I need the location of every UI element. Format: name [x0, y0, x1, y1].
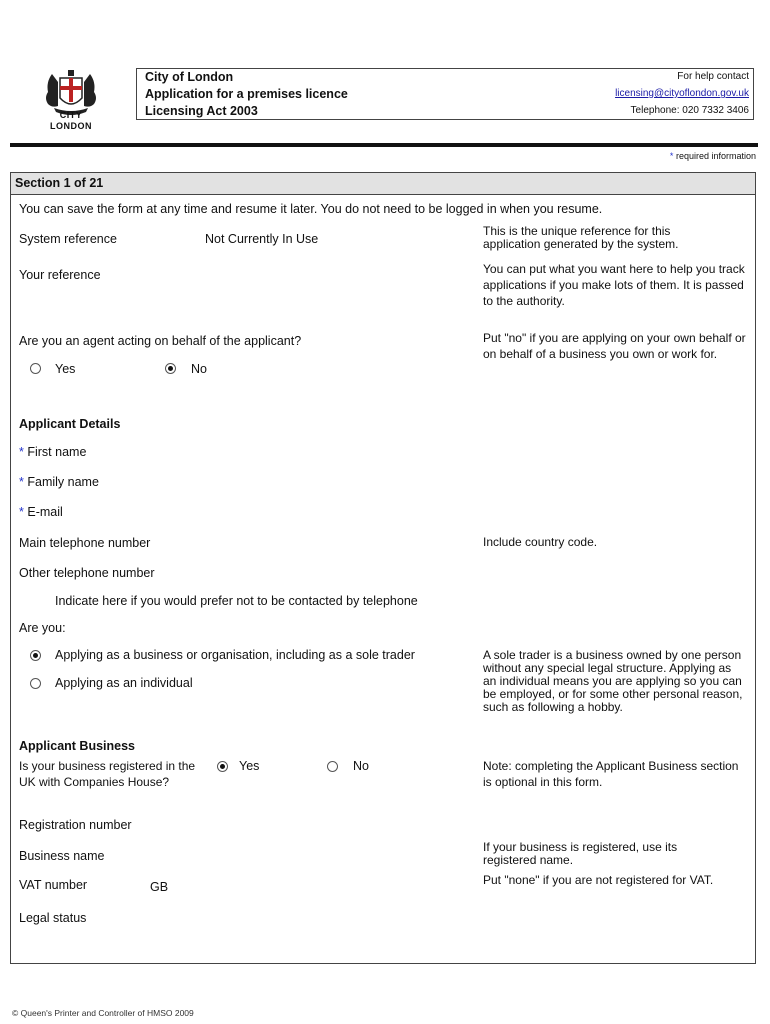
required-star: *: [19, 475, 24, 489]
help-email-link[interactable]: licensing@cityoflondon.gov.uk: [615, 88, 749, 99]
applying-as-business-label: Applying as a business or organisation, including as a sole trader: [55, 648, 415, 662]
act-name: Licensing Act 2003: [145, 104, 258, 118]
system-ref-help: This is the unique reference for this application generated by the system.: [483, 224, 679, 251]
form-header: [136, 68, 754, 120]
help-label: For help contact: [677, 71, 749, 82]
section-intro: You can save the form at any time and resume it later. You do not need to be logged in when you resume.: [19, 202, 603, 216]
section-title: Section 1 of 21: [11, 173, 755, 195]
agent-yes-radio[interactable]: [30, 363, 41, 374]
first-name-text: First name: [27, 445, 87, 459]
business-name-label[interactable]: Business name: [19, 849, 105, 863]
agent-question: Are you an agent acting on behalf of the applicant?: [19, 334, 302, 348]
applying-as-individual-radio[interactable]: [30, 678, 41, 689]
header-divider: [10, 143, 758, 147]
are-you-label: Are you:: [19, 621, 66, 635]
family-name-label[interactable]: [19, 475, 99, 489]
first-name-label[interactable]: [19, 445, 86, 459]
org-name: City of London: [145, 70, 234, 84]
registered-question: Is your business registered in the UK with Companies House?: [19, 759, 196, 789]
footer-copyright: © Queen's Printer and Controller of HMSO 2009: [12, 1008, 194, 1018]
registered-yes-label: Yes: [239, 759, 260, 773]
business-name-help: If your business is registered, use its registered name.: [483, 840, 678, 867]
main-phone-help: Include country code.: [483, 535, 598, 549]
applying-as-business-radio[interactable]: [30, 650, 41, 661]
form-title: Application for a premises licence: [145, 87, 348, 101]
email-text: E-mail: [27, 505, 63, 519]
main-phone-label[interactable]: Main telephone number: [19, 536, 151, 550]
help-phone: Telephone: 020 7332 3406: [630, 105, 749, 116]
your-ref-help: You can put what you want here to help you track applications if you make lots of them. It is passed to the authority.: [483, 262, 745, 308]
section-panel: [10, 172, 756, 964]
no-phone-preference-label[interactable]: Indicate here if you would prefer not to be contacted by telephone: [55, 594, 418, 608]
required-star: *: [19, 445, 24, 459]
registered-help: Note: completing the Applicant Business section is optional in this form.: [483, 759, 739, 789]
system-ref-label: System reference: [19, 232, 117, 246]
agent-no-radio[interactable]: [165, 363, 176, 374]
applying-as-individual-label: Applying as an individual: [55, 676, 193, 690]
other-phone-label[interactable]: Other telephone number: [19, 566, 155, 580]
required-star: *: [669, 151, 674, 161]
family-name-text: Family name: [27, 475, 99, 489]
applicant-details-heading: Applicant Details: [19, 417, 121, 431]
legal-status-label[interactable]: Legal status: [19, 911, 87, 925]
agent-yes-label: Yes: [55, 362, 76, 376]
vat-number-label[interactable]: VAT number: [19, 878, 88, 892]
required-note: [670, 151, 756, 161]
your-ref-label[interactable]: Your reference: [19, 268, 101, 282]
registered-no-label: No: [353, 759, 369, 773]
agent-no-label: No: [191, 362, 207, 376]
email-label[interactable]: [19, 505, 63, 519]
vat-prefix: GB: [150, 880, 169, 894]
vat-help: Put "none" if you are not registered for VAT.: [483, 873, 714, 887]
are-you-help: A sole trader is a business owned by one person without any special legal structure. Applying as an individual means you are applying so you can be employed, or for some other personal reason, such as following a hobby.: [483, 648, 743, 714]
logo-text-london: LONDON: [50, 121, 92, 131]
required-star: *: [19, 505, 24, 519]
applicant-business-heading: Applicant Business: [19, 739, 135, 753]
registered-no-radio[interactable]: [327, 761, 338, 772]
required-note-text: required information: [675, 151, 756, 161]
logo-text-city: CITY: [59, 110, 83, 120]
registration-number-label[interactable]: Registration number: [19, 818, 132, 832]
agent-help: Put "no" if you are applying on your own behalf or on behalf of a business you own or work for.: [483, 331, 746, 361]
registered-yes-radio[interactable]: [217, 761, 228, 772]
system-ref-value: Not Currently In Use: [205, 232, 319, 246]
